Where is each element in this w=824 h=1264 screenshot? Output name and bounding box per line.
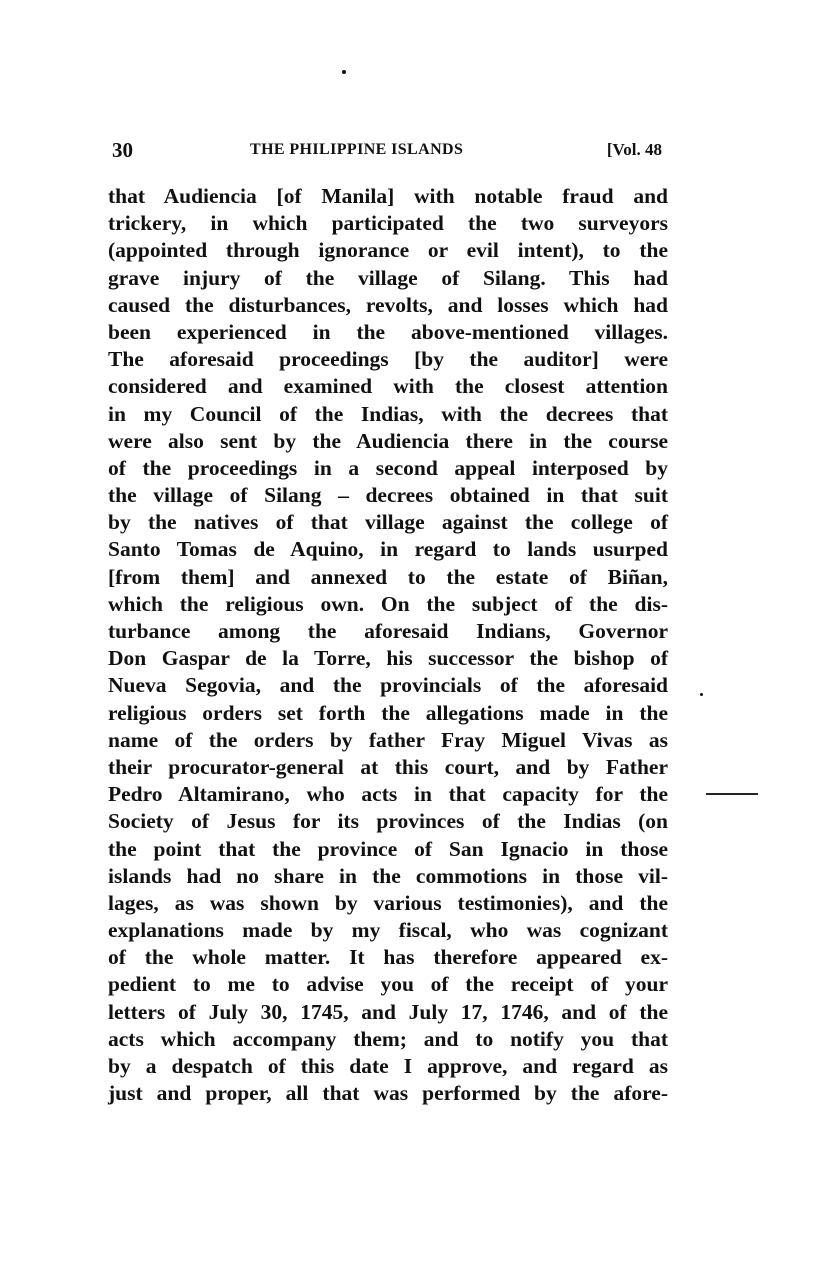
text-line: of the whole matter. It has therefore appeared ex-: [108, 945, 668, 970]
text-line: of the proceedings in a second appeal interposed by: [108, 455, 668, 480]
text-line: been experienced in the above-mentioned villages.: [108, 319, 668, 344]
text-line: which the religious own. On the subject of the dis-: [108, 591, 668, 616]
text-line: Don Gaspar de la Torre, his successor the bishop of: [108, 646, 668, 671]
text-line: Santo Tomas de Aquino, in regard to lands usurped: [108, 537, 668, 562]
text-line: letters of July 30, 1745, and July 17, 1746, and of the: [108, 999, 668, 1024]
text-line: the village of Silang – decrees obtained in that suit: [108, 483, 668, 508]
text-line: lages, as was shown by various testimonies), and the: [108, 890, 668, 915]
text-line: pedient to me to advise you of the receipt of your: [108, 972, 668, 997]
text-line: grave injury of the village of Silang. This had: [108, 265, 668, 290]
text-line: turbance among the aforesaid Indians, Governor: [108, 619, 668, 643]
body-text: [108, 183, 668, 1107]
text-line: Nueva Segovia, and the provincials of the aforesaid: [108, 673, 668, 698]
text-line: just and proper, all that was performed by the afore-: [108, 1081, 668, 1106]
text-line: their procurator-general at this court, and by Father: [108, 754, 668, 779]
text-line: by a despatch of this date I approve, and regard as: [108, 1054, 668, 1078]
ink-speck: [700, 693, 703, 696]
text-line: considered and examined with the closest attention: [108, 374, 668, 399]
text-line: (appointed through ignorance or evil intent), to the: [108, 238, 668, 263]
ink-speck: [342, 70, 346, 74]
text-line: islands had no share in the commotions in those vil-: [108, 863, 668, 888]
running-title: THE PHILIPPINE ISLANDS: [250, 141, 464, 158]
text-line: the point that the province of San Ignacio in those: [108, 836, 668, 861]
text-line: name of the orders by father Fray Miguel Vivas as: [108, 727, 668, 752]
volume-label: [Vol. 48: [606, 140, 662, 159]
running-header: [112, 138, 668, 164]
text-line: acts which accompany them; and to notify you that: [108, 1026, 668, 1051]
text-line: that Audiencia [of Manila] with notable fraud and: [108, 184, 668, 208]
text-line: Pedro Altamirano, who acts in that capacity for the: [108, 782, 668, 807]
page-number: 30: [112, 138, 133, 162]
text-line: explanations made by my fiscal, who was cognizant: [108, 918, 668, 943]
text-line: religious orders set forth the allegations made in the: [108, 700, 668, 725]
text-line: were also sent by the Audiencia there in the course: [108, 428, 668, 453]
margin-rule: [706, 793, 758, 795]
text-line: The aforesaid proceedings [by the auditor] were: [108, 347, 668, 372]
text-line: Society of Jesus for its provinces of the Indias (on: [108, 809, 668, 834]
text-line: [from them] and annexed to the estate of Biñan,: [108, 564, 668, 589]
text-line: by the natives of that village against the college of: [108, 510, 668, 535]
text-line: caused the disturbances, revolts, and losses which had: [108, 292, 668, 317]
text-line: in my Council of the Indias, with the decrees that: [108, 401, 668, 426]
text-line: trickery, in which participated the two surveyors: [108, 211, 668, 236]
